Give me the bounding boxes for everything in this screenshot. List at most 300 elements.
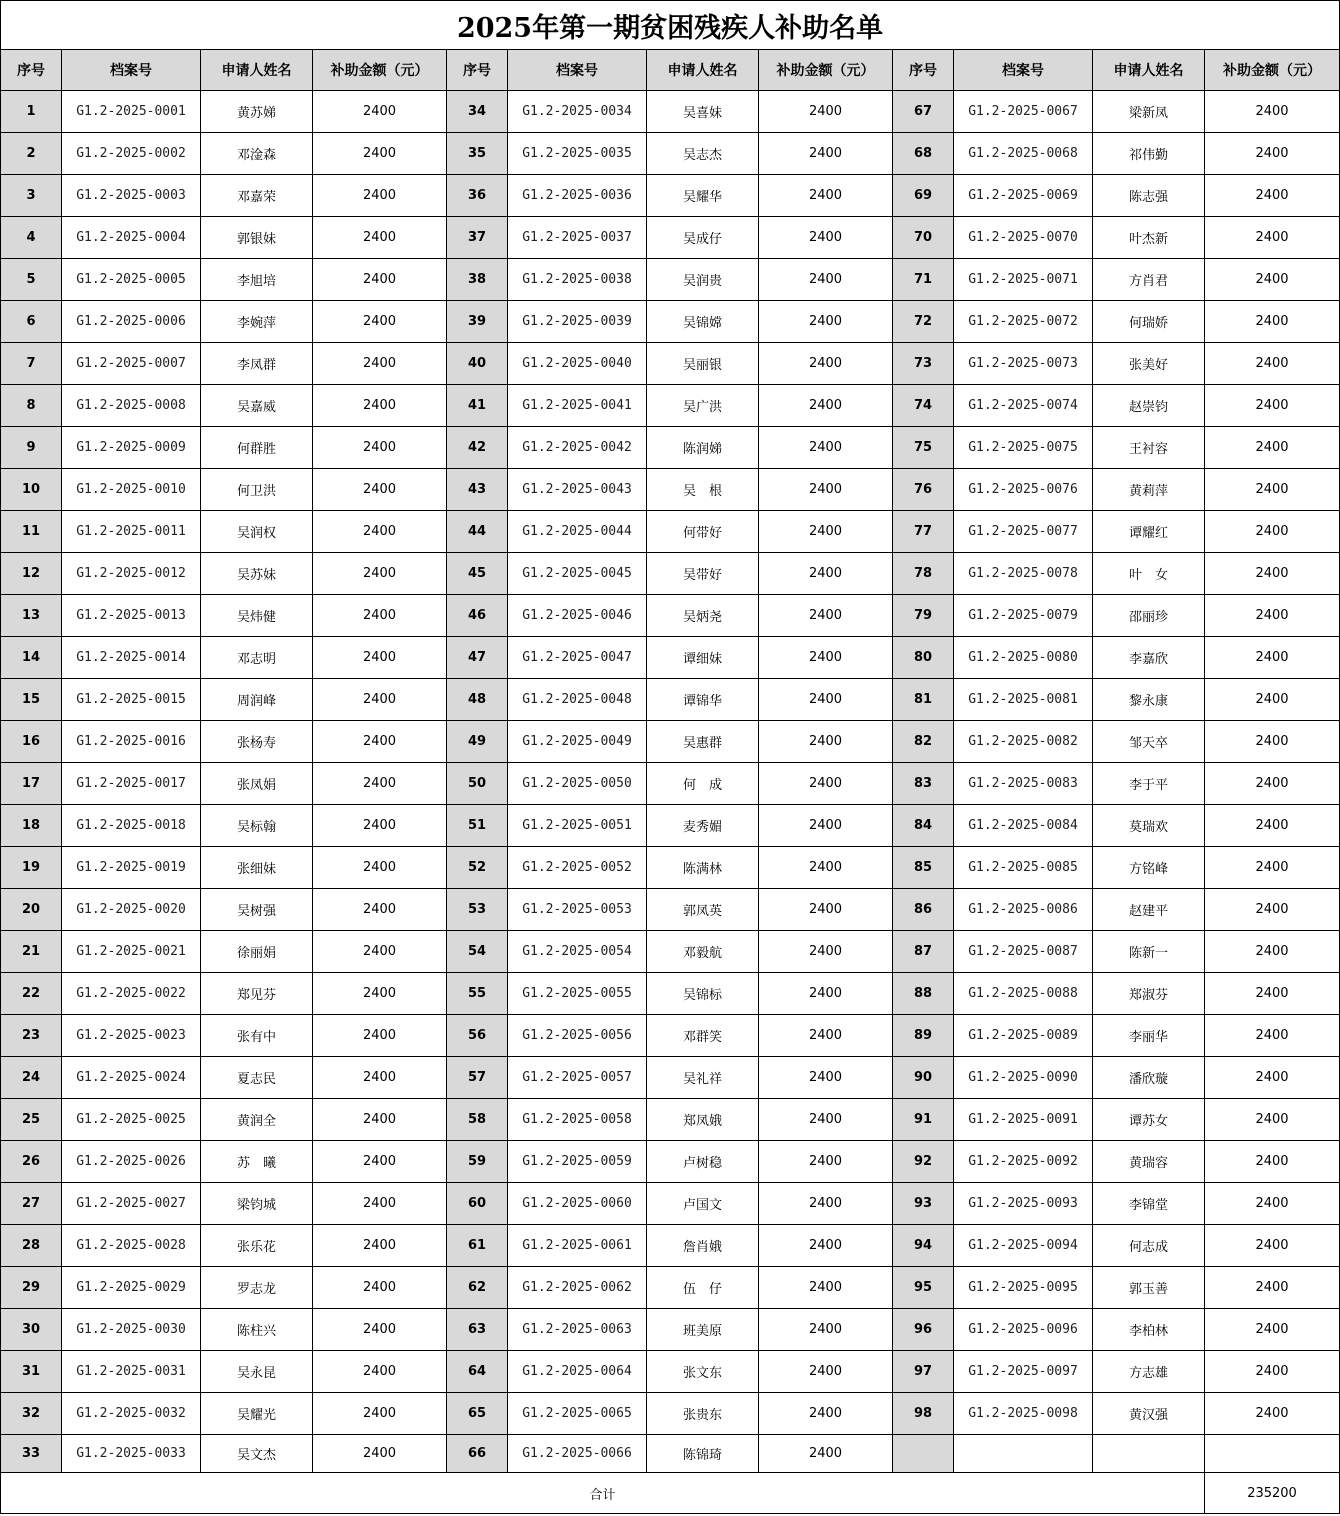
file-no-cell: G1.2-2025-0046 bbox=[508, 595, 647, 637]
seq-cell: 37 bbox=[447, 217, 508, 259]
file-no-cell: G1.2-2025-0026 bbox=[62, 1141, 201, 1183]
applicant-name-cell: 伍 仔 bbox=[647, 1267, 759, 1309]
file-no-cell: G1.2-2025-0053 bbox=[508, 889, 647, 931]
header-seq: 序号 bbox=[1, 50, 62, 91]
applicant-name-cell: 苏 曦 bbox=[201, 1141, 313, 1183]
file-no-cell: G1.2-2025-0095 bbox=[954, 1267, 1093, 1309]
seq-cell: 1 bbox=[1, 91, 62, 133]
file-no-cell: G1.2-2025-0015 bbox=[62, 679, 201, 721]
applicant-name-cell: 张乐花 bbox=[201, 1225, 313, 1267]
applicant-name-cell: 吴锦标 bbox=[647, 973, 759, 1015]
amount-cell: 2400 bbox=[759, 385, 893, 427]
applicant-name-cell: 王衬容 bbox=[1093, 427, 1205, 469]
applicant-name-cell: 谭苏女 bbox=[1093, 1099, 1205, 1141]
file-no-cell: G1.2-2025-0002 bbox=[62, 133, 201, 175]
table-row bbox=[1, 1057, 1340, 1099]
amount-cell: 2400 bbox=[313, 427, 447, 469]
amount-cell: 2400 bbox=[1205, 1057, 1340, 1099]
applicant-name-cell: 吴惠群 bbox=[647, 721, 759, 763]
seq-cell: 59 bbox=[447, 1141, 508, 1183]
header-name: 申请人姓名 bbox=[647, 50, 759, 91]
amount-cell: 2400 bbox=[1205, 217, 1340, 259]
file-no-cell: G1.2-2025-0039 bbox=[508, 301, 647, 343]
amount-cell: 2400 bbox=[759, 343, 893, 385]
amount-cell: 2400 bbox=[313, 973, 447, 1015]
file-no-cell: G1.2-2025-0072 bbox=[954, 301, 1093, 343]
seq-cell: 46 bbox=[447, 595, 508, 637]
file-no-cell: G1.2-2025-0068 bbox=[954, 133, 1093, 175]
file-no-cell: G1.2-2025-0022 bbox=[62, 973, 201, 1015]
amount-cell: 2400 bbox=[1205, 259, 1340, 301]
seq-cell: 56 bbox=[447, 1015, 508, 1057]
seq-cell: 7 bbox=[1, 343, 62, 385]
seq-cell: 6 bbox=[1, 301, 62, 343]
seq-cell: 45 bbox=[447, 553, 508, 595]
amount-cell: 2400 bbox=[1205, 1309, 1340, 1351]
seq-cell: 94 bbox=[893, 1225, 954, 1267]
seq-cell: 2 bbox=[1, 133, 62, 175]
amount-cell: 2400 bbox=[759, 427, 893, 469]
amount-cell: 2400 bbox=[759, 1267, 893, 1309]
seq-cell: 52 bbox=[447, 847, 508, 889]
table-row bbox=[1, 889, 1340, 931]
table-row bbox=[1, 1141, 1340, 1183]
seq-cell: 90 bbox=[893, 1057, 954, 1099]
seq-cell: 9 bbox=[1, 427, 62, 469]
file-no-cell: G1.2-2025-0065 bbox=[508, 1393, 647, 1435]
seq-cell: 47 bbox=[447, 637, 508, 679]
table-row bbox=[1, 427, 1340, 469]
file-no-cell: G1.2-2025-0090 bbox=[954, 1057, 1093, 1099]
file-no-cell: G1.2-2025-0047 bbox=[508, 637, 647, 679]
file-no-cell: G1.2-2025-0001 bbox=[62, 91, 201, 133]
file-no-cell: G1.2-2025-0012 bbox=[62, 553, 201, 595]
file-no-cell: G1.2-2025-0078 bbox=[954, 553, 1093, 595]
file-no-cell: G1.2-2025-0018 bbox=[62, 805, 201, 847]
file-no-cell: G1.2-2025-0077 bbox=[954, 511, 1093, 553]
seq-cell: 98 bbox=[893, 1393, 954, 1435]
amount-cell: 2400 bbox=[313, 343, 447, 385]
amount-cell: 2400 bbox=[759, 1435, 893, 1473]
file-no-cell: G1.2-2025-0005 bbox=[62, 259, 201, 301]
seq-cell: 81 bbox=[893, 679, 954, 721]
amount-cell: 2400 bbox=[759, 1351, 893, 1393]
seq-cell: 28 bbox=[1, 1225, 62, 1267]
applicant-name-cell: 邓毅航 bbox=[647, 931, 759, 973]
amount-cell: 2400 bbox=[313, 1435, 447, 1473]
applicant-name-cell: 郭银妹 bbox=[201, 217, 313, 259]
file-no-cell: G1.2-2025-0097 bbox=[954, 1351, 1093, 1393]
amount-cell: 2400 bbox=[313, 133, 447, 175]
file-no-cell: G1.2-2025-0023 bbox=[62, 1015, 201, 1057]
applicant-name-cell: 吴苏妹 bbox=[201, 553, 313, 595]
seq-cell: 35 bbox=[447, 133, 508, 175]
seq-cell: 21 bbox=[1, 931, 62, 973]
amount-cell: 2400 bbox=[759, 1183, 893, 1225]
seq-cell: 26 bbox=[1, 1141, 62, 1183]
amount-cell: 2400 bbox=[313, 805, 447, 847]
file-no-cell: G1.2-2025-0006 bbox=[62, 301, 201, 343]
applicant-name-cell: 张细妹 bbox=[201, 847, 313, 889]
applicant-name-cell: 邓志明 bbox=[201, 637, 313, 679]
applicant-name-cell: 黎永康 bbox=[1093, 679, 1205, 721]
applicant-name-cell: 张凤娟 bbox=[201, 763, 313, 805]
file-no-cell: G1.2-2025-0017 bbox=[62, 763, 201, 805]
applicant-name-cell: 吴炜健 bbox=[201, 595, 313, 637]
amount-cell: 2400 bbox=[1205, 511, 1340, 553]
header-file-no: 档案号 bbox=[62, 50, 201, 91]
file-no-cell: G1.2-2025-0081 bbox=[954, 679, 1093, 721]
file-no-cell: G1.2-2025-0010 bbox=[62, 469, 201, 511]
amount-cell: 2400 bbox=[759, 469, 893, 511]
applicant-name-cell: 邵丽珍 bbox=[1093, 595, 1205, 637]
applicant-name-cell: 吴润贵 bbox=[647, 259, 759, 301]
amount-cell: 2400 bbox=[1205, 1015, 1340, 1057]
amount-cell: 2400 bbox=[759, 1057, 893, 1099]
amount-cell: 2400 bbox=[313, 1267, 447, 1309]
applicant-name-cell: 陈锦琦 bbox=[647, 1435, 759, 1473]
seq-cell: 77 bbox=[893, 511, 954, 553]
seq-cell: 67 bbox=[893, 91, 954, 133]
amount-cell: 2400 bbox=[313, 553, 447, 595]
seq-cell: 5 bbox=[1, 259, 62, 301]
seq-cell: 16 bbox=[1, 721, 62, 763]
file-no-cell: G1.2-2025-0020 bbox=[62, 889, 201, 931]
seq-cell: 69 bbox=[893, 175, 954, 217]
seq-cell: 68 bbox=[893, 133, 954, 175]
applicant-name-cell: 谭细妹 bbox=[647, 637, 759, 679]
file-no-cell: G1.2-2025-0019 bbox=[62, 847, 201, 889]
file-no-cell: G1.2-2025-0042 bbox=[508, 427, 647, 469]
amount-cell: 2400 bbox=[1205, 679, 1340, 721]
seq-cell: 80 bbox=[893, 637, 954, 679]
amount-cell: 2400 bbox=[1205, 1393, 1340, 1435]
file-no-cell: G1.2-2025-0003 bbox=[62, 175, 201, 217]
seq-cell: 33 bbox=[1, 1435, 62, 1473]
amount-cell: 2400 bbox=[759, 1393, 893, 1435]
header-name: 申请人姓名 bbox=[1093, 50, 1205, 91]
amount-cell: 2400 bbox=[313, 1099, 447, 1141]
amount-cell: 2400 bbox=[313, 1057, 447, 1099]
applicant-name-cell: 何带好 bbox=[647, 511, 759, 553]
file-no-cell: G1.2-2025-0070 bbox=[954, 217, 1093, 259]
amount-cell: 2400 bbox=[759, 511, 893, 553]
file-no-cell: G1.2-2025-0036 bbox=[508, 175, 647, 217]
seq-cell: 89 bbox=[893, 1015, 954, 1057]
file-no-cell: G1.2-2025-0073 bbox=[954, 343, 1093, 385]
file-no-cell: G1.2-2025-0066 bbox=[508, 1435, 647, 1473]
file-no-cell: G1.2-2025-0028 bbox=[62, 1225, 201, 1267]
applicant-name-cell: 吴成仔 bbox=[647, 217, 759, 259]
applicant-name-cell: 麦秀媚 bbox=[647, 805, 759, 847]
applicant-name-cell: 卢树稳 bbox=[647, 1141, 759, 1183]
amount-cell bbox=[1205, 1435, 1340, 1473]
amount-cell: 2400 bbox=[1205, 133, 1340, 175]
applicant-name-cell: 邓淦森 bbox=[201, 133, 313, 175]
table-row bbox=[1, 1225, 1340, 1267]
amount-cell: 2400 bbox=[1205, 343, 1340, 385]
seq-cell: 54 bbox=[447, 931, 508, 973]
applicant-name-cell: 潘欣璇 bbox=[1093, 1057, 1205, 1099]
table-row bbox=[1, 259, 1340, 301]
applicant-name-cell: 何瑞娇 bbox=[1093, 301, 1205, 343]
seq-cell: 75 bbox=[893, 427, 954, 469]
file-no-cell: G1.2-2025-0060 bbox=[508, 1183, 647, 1225]
amount-cell: 2400 bbox=[1205, 931, 1340, 973]
applicant-name-cell: 张有中 bbox=[201, 1015, 313, 1057]
file-no-cell: G1.2-2025-0035 bbox=[508, 133, 647, 175]
amount-cell: 2400 bbox=[1205, 1099, 1340, 1141]
file-no-cell: G1.2-2025-0096 bbox=[954, 1309, 1093, 1351]
amount-cell: 2400 bbox=[313, 763, 447, 805]
total-row bbox=[1, 1473, 1340, 1514]
file-no-cell: G1.2-2025-0058 bbox=[508, 1099, 647, 1141]
amount-cell: 2400 bbox=[313, 721, 447, 763]
applicant-name-cell: 邓群笑 bbox=[647, 1015, 759, 1057]
file-no-cell: G1.2-2025-0024 bbox=[62, 1057, 201, 1099]
file-no-cell bbox=[954, 1435, 1093, 1473]
amount-cell: 2400 bbox=[1205, 1225, 1340, 1267]
applicant-name-cell: 谭耀红 bbox=[1093, 511, 1205, 553]
amount-cell: 2400 bbox=[759, 553, 893, 595]
applicant-name-cell: 班美原 bbox=[647, 1309, 759, 1351]
file-no-cell: G1.2-2025-0043 bbox=[508, 469, 647, 511]
seq-cell: 97 bbox=[893, 1351, 954, 1393]
table-body bbox=[1, 91, 1340, 1473]
file-no-cell: G1.2-2025-0007 bbox=[62, 343, 201, 385]
seq-cell: 18 bbox=[1, 805, 62, 847]
applicant-name-cell: 吴耀华 bbox=[647, 175, 759, 217]
seq-cell: 23 bbox=[1, 1015, 62, 1057]
amount-cell: 2400 bbox=[1205, 175, 1340, 217]
seq-cell: 39 bbox=[447, 301, 508, 343]
seq-cell: 48 bbox=[447, 679, 508, 721]
file-no-cell: G1.2-2025-0031 bbox=[62, 1351, 201, 1393]
header-name: 申请人姓名 bbox=[201, 50, 313, 91]
amount-cell: 2400 bbox=[313, 889, 447, 931]
applicant-name-cell: 郭凤英 bbox=[647, 889, 759, 931]
amount-cell: 2400 bbox=[1205, 427, 1340, 469]
seq-cell: 76 bbox=[893, 469, 954, 511]
header-amount: 补助金额（元） bbox=[313, 50, 447, 91]
amount-cell: 2400 bbox=[759, 847, 893, 889]
seq-cell: 63 bbox=[447, 1309, 508, 1351]
applicant-name-cell: 何群胜 bbox=[201, 427, 313, 469]
applicant-name-cell: 郑见芬 bbox=[201, 973, 313, 1015]
amount-cell: 2400 bbox=[759, 1225, 893, 1267]
amount-cell: 2400 bbox=[759, 721, 893, 763]
applicant-name-cell: 张美好 bbox=[1093, 343, 1205, 385]
amount-cell: 2400 bbox=[759, 931, 893, 973]
seq-cell: 3 bbox=[1, 175, 62, 217]
seq-cell: 38 bbox=[447, 259, 508, 301]
applicant-name-cell: 陈志强 bbox=[1093, 175, 1205, 217]
applicant-name-cell: 吴文杰 bbox=[201, 1435, 313, 1473]
applicant-name-cell: 郑淑芬 bbox=[1093, 973, 1205, 1015]
seq-cell: 64 bbox=[447, 1351, 508, 1393]
applicant-name-cell: 李旭培 bbox=[201, 259, 313, 301]
table-row bbox=[1, 1015, 1340, 1057]
file-no-cell: G1.2-2025-0067 bbox=[954, 91, 1093, 133]
applicant-name-cell: 吴炳尧 bbox=[647, 595, 759, 637]
table-row bbox=[1, 931, 1340, 973]
applicant-name-cell: 谭锦华 bbox=[647, 679, 759, 721]
table-row bbox=[1, 1351, 1340, 1393]
applicant-name-cell: 罗志龙 bbox=[201, 1267, 313, 1309]
file-no-cell: G1.2-2025-0064 bbox=[508, 1351, 647, 1393]
seq-cell: 73 bbox=[893, 343, 954, 385]
applicant-name-cell: 黄瑞容 bbox=[1093, 1141, 1205, 1183]
file-no-cell: G1.2-2025-0009 bbox=[62, 427, 201, 469]
seq-cell: 55 bbox=[447, 973, 508, 1015]
table-row bbox=[1, 763, 1340, 805]
seq-cell: 61 bbox=[447, 1225, 508, 1267]
applicant-name-cell: 陈满林 bbox=[647, 847, 759, 889]
applicant-name-cell: 黄苏娣 bbox=[201, 91, 313, 133]
file-no-cell: G1.2-2025-0032 bbox=[62, 1393, 201, 1435]
applicant-name-cell: 吴喜妹 bbox=[647, 91, 759, 133]
file-no-cell: G1.2-2025-0025 bbox=[62, 1099, 201, 1141]
applicant-name-cell: 吴永昆 bbox=[201, 1351, 313, 1393]
applicant-name-cell: 郭玉善 bbox=[1093, 1267, 1205, 1309]
applicant-name-cell: 吴嘉威 bbox=[201, 385, 313, 427]
amount-cell: 2400 bbox=[1205, 1267, 1340, 1309]
amount-cell: 2400 bbox=[313, 511, 447, 553]
file-no-cell: G1.2-2025-0093 bbox=[954, 1183, 1093, 1225]
table-row bbox=[1, 385, 1340, 427]
file-no-cell: G1.2-2025-0071 bbox=[954, 259, 1093, 301]
table-row bbox=[1, 217, 1340, 259]
amount-cell: 2400 bbox=[313, 301, 447, 343]
applicant-name-cell: 吴锦嫦 bbox=[647, 301, 759, 343]
seq-cell: 10 bbox=[1, 469, 62, 511]
amount-cell: 2400 bbox=[759, 133, 893, 175]
header-seq: 序号 bbox=[893, 50, 954, 91]
applicant-name-cell: 李丽华 bbox=[1093, 1015, 1205, 1057]
table-row bbox=[1, 511, 1340, 553]
seq-cell: 70 bbox=[893, 217, 954, 259]
seq-cell bbox=[893, 1435, 954, 1473]
amount-cell: 2400 bbox=[759, 91, 893, 133]
file-no-cell: G1.2-2025-0030 bbox=[62, 1309, 201, 1351]
seq-cell: 51 bbox=[447, 805, 508, 847]
amount-cell: 2400 bbox=[759, 679, 893, 721]
seq-cell: 40 bbox=[447, 343, 508, 385]
seq-cell: 53 bbox=[447, 889, 508, 931]
seq-cell: 86 bbox=[893, 889, 954, 931]
amount-cell: 2400 bbox=[313, 1351, 447, 1393]
applicant-name-cell: 李凤群 bbox=[201, 343, 313, 385]
table-row bbox=[1, 1183, 1340, 1225]
applicant-name-cell: 黄汉强 bbox=[1093, 1393, 1205, 1435]
file-no-cell: G1.2-2025-0062 bbox=[508, 1267, 647, 1309]
amount-cell: 2400 bbox=[1205, 1351, 1340, 1393]
file-no-cell: G1.2-2025-0088 bbox=[954, 973, 1093, 1015]
seq-cell: 17 bbox=[1, 763, 62, 805]
applicant-name-cell: 李婉萍 bbox=[201, 301, 313, 343]
amount-cell: 2400 bbox=[759, 175, 893, 217]
amount-cell: 2400 bbox=[759, 1309, 893, 1351]
applicant-name-cell: 卢国文 bbox=[647, 1183, 759, 1225]
file-no-cell: G1.2-2025-0051 bbox=[508, 805, 647, 847]
file-no-cell: G1.2-2025-0075 bbox=[954, 427, 1093, 469]
amount-cell: 2400 bbox=[313, 1183, 447, 1225]
seq-cell: 32 bbox=[1, 1393, 62, 1435]
file-no-cell: G1.2-2025-0052 bbox=[508, 847, 647, 889]
applicant-name-cell: 祁伟勤 bbox=[1093, 133, 1205, 175]
amount-cell: 2400 bbox=[759, 259, 893, 301]
file-no-cell: G1.2-2025-0080 bbox=[954, 637, 1093, 679]
file-no-cell: G1.2-2025-0055 bbox=[508, 973, 647, 1015]
file-no-cell: G1.2-2025-0063 bbox=[508, 1309, 647, 1351]
amount-cell: 2400 bbox=[759, 805, 893, 847]
file-no-cell: G1.2-2025-0034 bbox=[508, 91, 647, 133]
applicant-name-cell: 吴 根 bbox=[647, 469, 759, 511]
total-label: 合计 bbox=[1, 1473, 1205, 1514]
amount-cell: 2400 bbox=[313, 1309, 447, 1351]
applicant-name-cell: 赵建平 bbox=[1093, 889, 1205, 931]
amount-cell: 2400 bbox=[759, 1099, 893, 1141]
amount-cell: 2400 bbox=[1205, 469, 1340, 511]
seq-cell: 29 bbox=[1, 1267, 62, 1309]
file-no-cell: G1.2-2025-0056 bbox=[508, 1015, 647, 1057]
seq-cell: 20 bbox=[1, 889, 62, 931]
seq-cell: 87 bbox=[893, 931, 954, 973]
seq-cell: 58 bbox=[447, 1099, 508, 1141]
file-no-cell: G1.2-2025-0061 bbox=[508, 1225, 647, 1267]
applicant-name-cell: 黄润全 bbox=[201, 1099, 313, 1141]
file-no-cell: G1.2-2025-0057 bbox=[508, 1057, 647, 1099]
seq-cell: 15 bbox=[1, 679, 62, 721]
amount-cell: 2400 bbox=[313, 595, 447, 637]
table-row bbox=[1, 1393, 1340, 1435]
seq-cell: 83 bbox=[893, 763, 954, 805]
amount-cell: 2400 bbox=[313, 1393, 447, 1435]
amount-cell: 2400 bbox=[1205, 637, 1340, 679]
applicant-name-cell: 吴礼祥 bbox=[647, 1057, 759, 1099]
seq-cell: 25 bbox=[1, 1099, 62, 1141]
seq-cell: 44 bbox=[447, 511, 508, 553]
applicant-name-cell: 张文东 bbox=[647, 1351, 759, 1393]
applicant-name-cell: 叶 女 bbox=[1093, 553, 1205, 595]
header-amount: 补助金额（元） bbox=[1205, 50, 1340, 91]
amount-cell: 2400 bbox=[1205, 847, 1340, 889]
file-no-cell: G1.2-2025-0037 bbox=[508, 217, 647, 259]
seq-cell: 78 bbox=[893, 553, 954, 595]
amount-cell: 2400 bbox=[313, 217, 447, 259]
file-no-cell: G1.2-2025-0045 bbox=[508, 553, 647, 595]
amount-cell: 2400 bbox=[313, 175, 447, 217]
seq-cell: 66 bbox=[447, 1435, 508, 1473]
seq-cell: 36 bbox=[447, 175, 508, 217]
applicant-name-cell: 何 成 bbox=[647, 763, 759, 805]
amount-cell: 2400 bbox=[1205, 91, 1340, 133]
file-no-cell: G1.2-2025-0014 bbox=[62, 637, 201, 679]
applicant-name-cell: 邹天卒 bbox=[1093, 721, 1205, 763]
applicant-name-cell: 夏志民 bbox=[201, 1057, 313, 1099]
amount-cell: 2400 bbox=[759, 595, 893, 637]
applicant-name-cell: 周润峰 bbox=[201, 679, 313, 721]
applicant-name-cell: 李锦堂 bbox=[1093, 1183, 1205, 1225]
amount-cell: 2400 bbox=[313, 1141, 447, 1183]
table-row bbox=[1, 301, 1340, 343]
file-no-cell: G1.2-2025-0087 bbox=[954, 931, 1093, 973]
amount-cell: 2400 bbox=[313, 931, 447, 973]
amount-cell: 2400 bbox=[1205, 595, 1340, 637]
file-no-cell: G1.2-2025-0008 bbox=[62, 385, 201, 427]
amount-cell: 2400 bbox=[1205, 805, 1340, 847]
applicant-name-cell: 方志雄 bbox=[1093, 1351, 1205, 1393]
